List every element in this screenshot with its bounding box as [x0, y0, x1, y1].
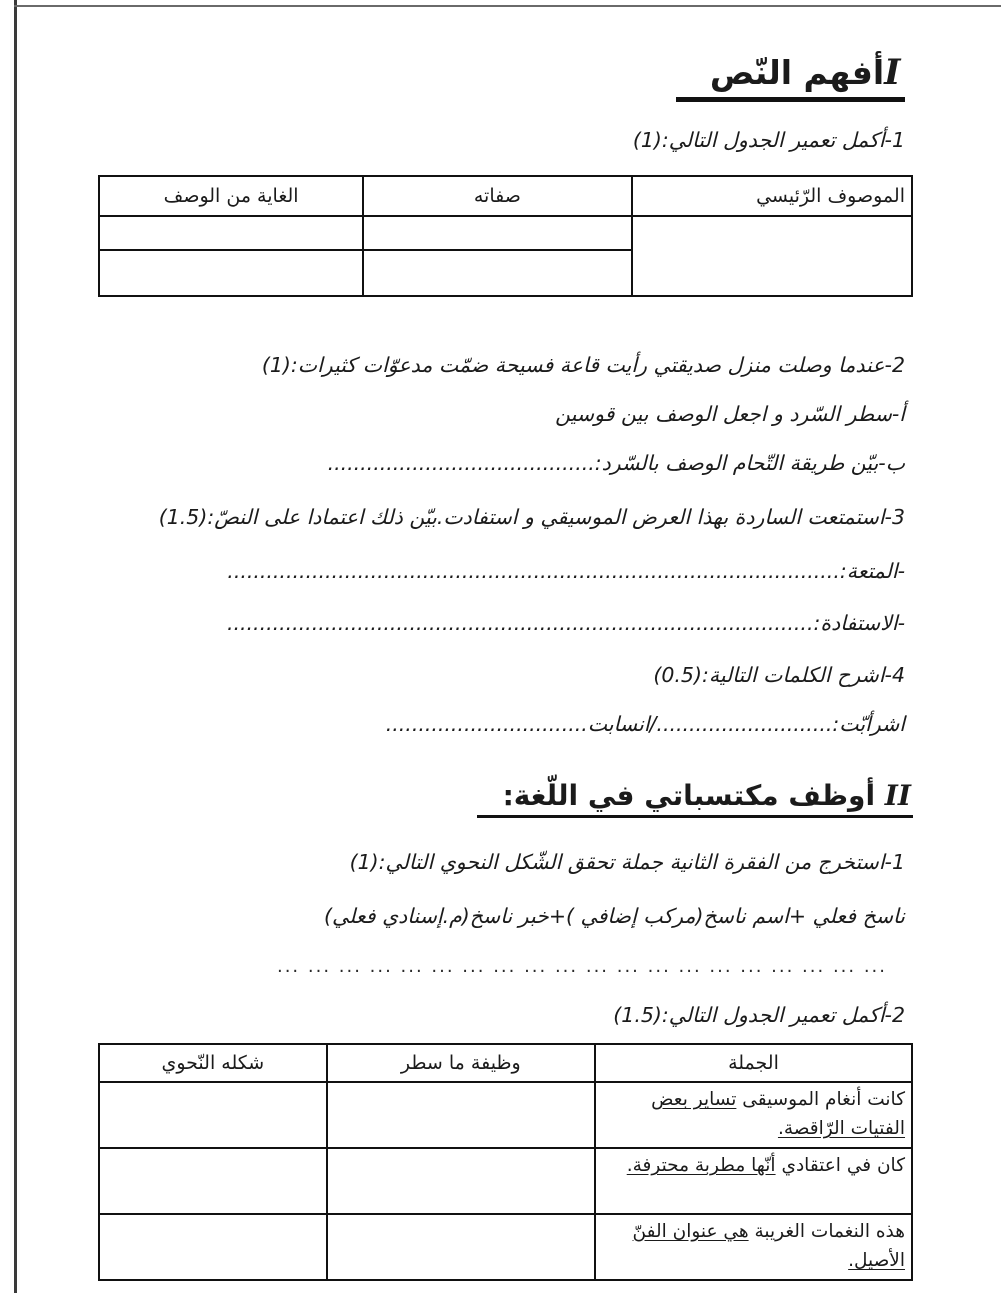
sentence-analysis-table [98, 1043, 913, 1281]
sentence-cell-1 [595, 1082, 912, 1148]
description-table-row-1 [99, 216, 912, 250]
sentence-row-3 [99, 1214, 912, 1280]
answer-cell-attributes-2 [363, 250, 631, 296]
function-cell-3 [327, 1214, 595, 1280]
form-cell-2 [99, 1148, 327, 1214]
sentence-table-header-row [99, 1044, 912, 1082]
question-2a: أ-سطر السّرد و اجعل الوصف بين قوسين [555, 402, 905, 426]
answer-cell-attributes-1 [363, 216, 631, 250]
header-underlined-function: وظيفة ما سطر [327, 1044, 595, 1082]
section2-question-2: 2-أكمل تعمير الجدول التالي:(1.5) [613, 1003, 905, 1027]
description-table-header-row [99, 176, 912, 216]
header-main-described: الموصوف الرّئيسي [632, 176, 912, 216]
answer-dots-line: ... ... ... ... ... ... ... ... ... ... ... ... ... ... ... ... ... ... ... ... [276, 956, 887, 977]
section2-title-row [88, 759, 911, 848]
description-table [98, 175, 913, 297]
sentence-3-normal: هذه النغمات الغريبة [754, 1221, 905, 1242]
question-3-pleasure-line: -المتعة:.............................................................................................. [227, 559, 905, 583]
question-3-benefit-line: -الاستفادة:.......................................................................................... [226, 611, 905, 635]
sentence-row-1 [99, 1082, 912, 1148]
form-cell-3 [99, 1214, 327, 1280]
question-2b: ب-بيّن طريقة التّحام الوصف بالسّرد:......................................... [327, 451, 905, 475]
section2-question-1: 1-استخرج من الفقرة الثانية جملة تحقق الشّكل النحوي التالي:(1) [349, 850, 905, 874]
section2-title [477, 779, 913, 818]
sentence-2-underlined: أنّها مطربة محترفة. [626, 1155, 776, 1176]
sentence-1-normal: كانت أنغام الموسيقى [742, 1089, 905, 1110]
answer-cell-main-described [632, 216, 912, 296]
sentence-1-underlined: تساير بعض الفتيات الرّاقصة. [651, 1089, 905, 1139]
question-1: 1-أكمل تعمير الجدول التالي:(1) [632, 128, 905, 152]
question-2: 2-عندما وصلت منزل صديقتي رأيت قاعة فسيحة ضمّت مدعوّات كثيرات:(1) [261, 353, 905, 377]
function-cell-1 [327, 1082, 595, 1148]
section1-title-row [88, 52, 905, 126]
section1-title [676, 52, 905, 102]
header-purpose: الغاية من الوصف [99, 176, 363, 216]
answer-cell-purpose-1 [99, 216, 363, 250]
answer-cell-purpose-2 [99, 250, 363, 296]
sentence-cell-2 [595, 1148, 912, 1214]
header-grammatical-form: شكله النّحوي [99, 1044, 327, 1082]
section2-numeral: II [884, 779, 911, 812]
sentence-2-normal: كان في اعتقادي [781, 1155, 905, 1176]
sentence-3-underlined: هي عنوان الفنّ الأصيل. [632, 1221, 905, 1271]
header-sentence: الجملة [595, 1044, 912, 1082]
sentence-row-2 [99, 1148, 912, 1214]
section1-title-text: أفهم النّص [709, 53, 885, 92]
section1-numeral: I [884, 52, 901, 93]
section2-grammar-pattern: ناسخ فعلي +اسم ناسخ(مركب إضافي )+خبر ناسخ(م.إسنادي فعلي) [324, 904, 905, 928]
header-attributes: صفاته [363, 176, 631, 216]
question-4-words-line: اشرأبّت:.........................../انسابت............................... [385, 712, 905, 736]
section2-title-text: أوظف مكتسباتي في اللّغة: [502, 779, 876, 812]
form-cell-1 [99, 1082, 327, 1148]
question-3: 3-استمتعت الساردة بهذا العرض الموسيقي و استفادت.بيّن ذلك اعتمادا على النصّ:(1.5) [158, 505, 905, 529]
question-4: 4-اشرح الكلمات التالية:(0.5) [653, 663, 905, 687]
sentence-cell-3 [595, 1214, 912, 1280]
function-cell-2 [327, 1148, 595, 1214]
